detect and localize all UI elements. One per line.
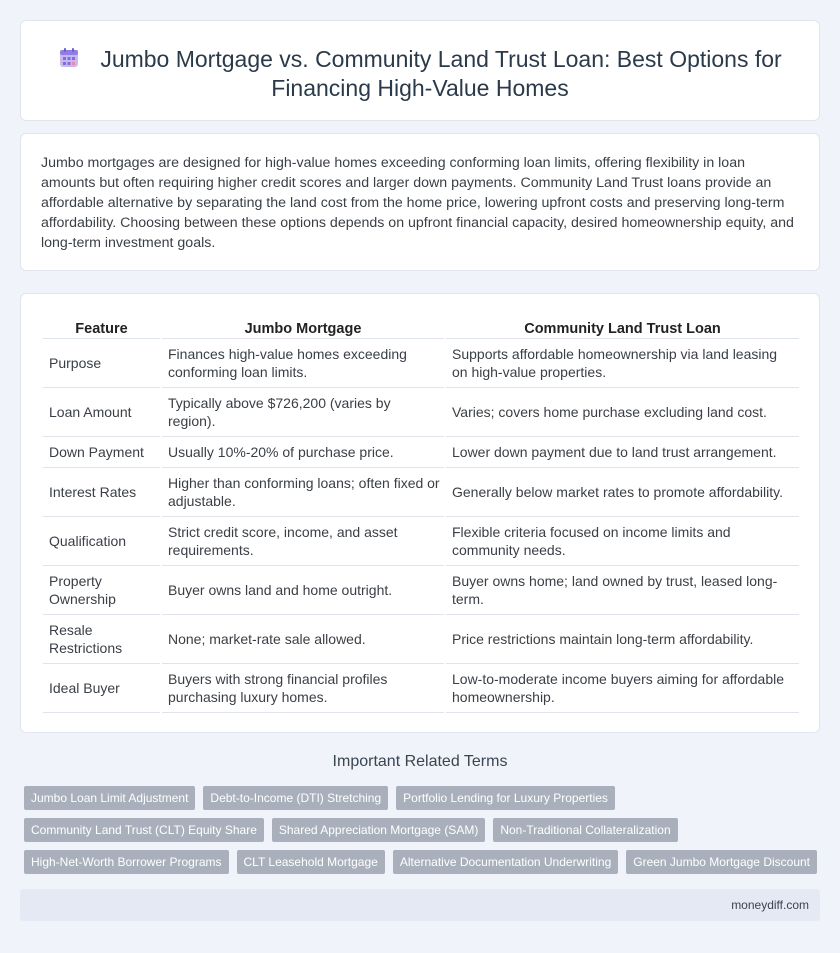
jumbo-cell: Typically above $726,200 (varies by region).	[161, 387, 445, 436]
header-feature: Feature	[43, 314, 161, 338]
clt-cell: Varies; covers home purchase excluding land cost.	[445, 387, 799, 436]
comparison-table	[43, 314, 799, 713]
jumbo-cell: Finances high-value homes exceeding conforming loan limits.	[161, 338, 445, 387]
clt-cell: Flexible criteria focused on income limits and community needs.	[445, 516, 799, 565]
related-term-tag[interactable]: Non-Traditional Collateralization	[493, 818, 677, 842]
header-clt-loan: Community Land Trust Loan	[445, 314, 799, 338]
summary-text: Jumbo mortgages are designed for high-value homes exceeding conforming loan limits, offering flexibility in loan amounts but often requiring higher credit scores and larger down payments. Community Land Trust loans provide an affordable alternative by separating the land cost from the home price, lowering upfront costs and preserving long-term affordability. Choosing between these options depends on upfront financial capacity, desired homeownership equity, and long-term investment goals.	[41, 155, 794, 251]
related-terms-title: Important Related Terms	[332, 753, 508, 770]
clt-cell: Lower down payment due to land trust arrangement.	[445, 436, 799, 467]
related-term-tag[interactable]: Debt-to-Income (DTI) Stretching	[203, 786, 388, 810]
calendar-icon	[58, 47, 80, 69]
related-term-tag[interactable]: Green Jumbo Mortgage Discount	[626, 850, 817, 874]
tag-row	[24, 786, 824, 810]
summary-card	[20, 133, 820, 271]
jumbo-cell: None; market-rate sale allowed.	[161, 614, 445, 663]
table-row	[43, 565, 799, 614]
related-term-tag[interactable]: CLT Leasehold Mortgage	[237, 850, 385, 874]
jumbo-cell: Usually 10%-20% of purchase price.	[161, 436, 445, 467]
clt-cell: Supports affordable homeownership via land leasing on high-value properties.	[445, 338, 799, 387]
jumbo-cell: Buyer owns land and home outright.	[161, 565, 445, 614]
table-row	[43, 516, 799, 565]
feature-cell: Resale Restrictions	[43, 614, 161, 663]
page-title-wrap	[21, 45, 819, 103]
table-row	[43, 614, 799, 663]
jumbo-cell: Higher than conforming loans; often fixed or adjustable.	[161, 467, 445, 516]
feature-cell: Interest Rates	[43, 467, 161, 516]
clt-cell: Generally below market rates to promote affordability.	[445, 467, 799, 516]
table-row	[43, 436, 799, 467]
table-row	[43, 387, 799, 436]
feature-cell: Ideal Buyer	[43, 663, 161, 712]
table-row	[43, 467, 799, 516]
related-term-tag[interactable]: Jumbo Loan Limit Adjustment	[24, 786, 195, 810]
related-term-tag[interactable]: Alternative Documentation Underwriting	[393, 850, 618, 874]
jumbo-cell: Strict credit score, income, and asset requirements.	[161, 516, 445, 565]
clt-cell: Price restrictions maintain long-term affordability.	[445, 614, 799, 663]
jumbo-cell: Buyers with strong financial profiles purchasing luxury homes.	[161, 663, 445, 712]
table-row	[43, 663, 799, 712]
related-term-tag[interactable]: Shared Appreciation Mortgage (SAM)	[272, 818, 485, 842]
clt-cell: Low-to-moderate income buyers aiming for affordable homeownership.	[445, 663, 799, 712]
feature-cell: Property Ownership	[43, 565, 161, 614]
tag-row	[24, 850, 824, 874]
header-jumbo-mortgage: Jumbo Mortgage	[161, 314, 445, 338]
tag-row	[24, 818, 824, 842]
related-term-tag[interactable]: High-Net-Worth Borrower Programs	[24, 850, 229, 874]
footer	[20, 889, 820, 921]
table-header-row	[43, 314, 799, 338]
feature-cell: Down Payment	[43, 436, 161, 467]
related-term-tag[interactable]: Portfolio Lending for Luxury Properties	[396, 786, 615, 810]
footer-site[interactable]: moneydiff.com	[731, 898, 809, 912]
feature-cell: Qualification	[43, 516, 161, 565]
table-row	[43, 338, 799, 387]
title-card	[20, 20, 820, 121]
feature-cell: Purpose	[43, 338, 161, 387]
related-term-tag[interactable]: Community Land Trust (CLT) Equity Share	[24, 818, 264, 842]
feature-cell: Loan Amount	[43, 387, 161, 436]
comparison-card	[20, 293, 820, 733]
page-title: Jumbo Mortgage vs. Community Land Trust Loan: Best Options for Financing High-Value Homes	[100, 46, 782, 101]
related-terms-list	[24, 786, 824, 882]
clt-cell: Buyer owns home; land owned by trust, leased long-term.	[445, 565, 799, 614]
